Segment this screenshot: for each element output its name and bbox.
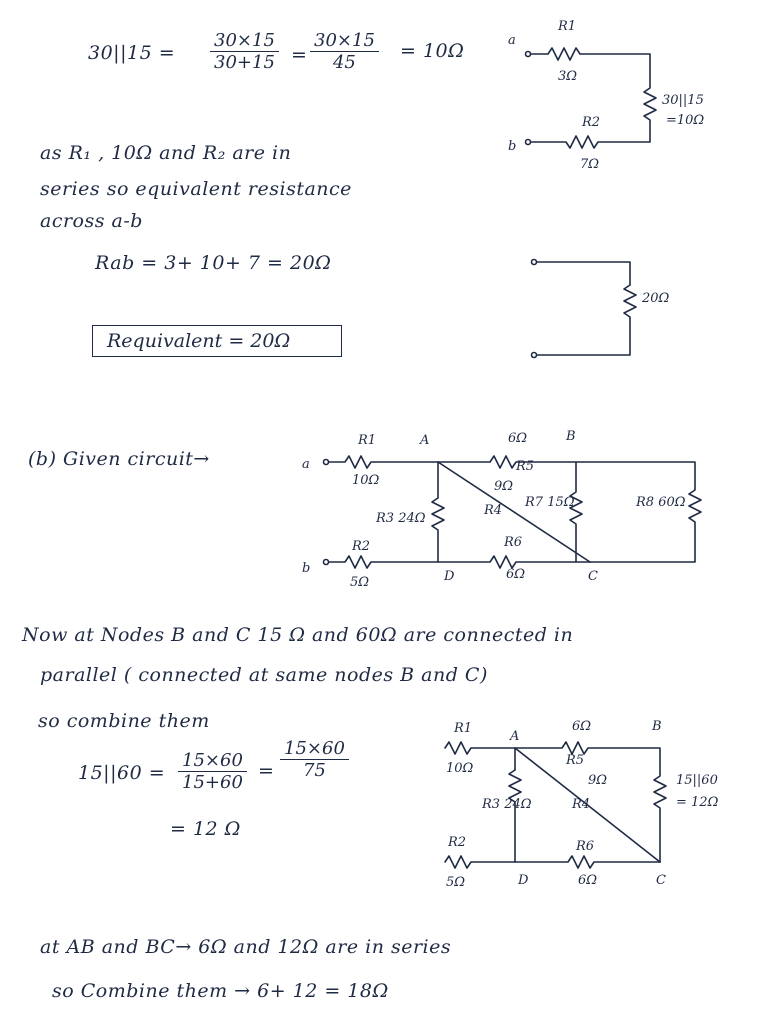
- circuit-2-wire: [537, 262, 636, 355]
- series-line-2: series so equivalent resistance: [40, 178, 352, 200]
- label-r1: R1: [558, 19, 577, 34]
- series-text-2: so Combine them → 6+ 12 = 18Ω: [52, 980, 389, 1002]
- label-B: B: [566, 429, 576, 444]
- circuit-4-bottom: [445, 856, 660, 868]
- eq2-equals: =: [258, 760, 275, 782]
- label-parallel-value: = 12Ω: [676, 795, 719, 810]
- eq1-frac1-den: 30+15: [210, 51, 279, 73]
- series-text-1: at AB and BC→ 6Ω and 12Ω are in series: [40, 936, 452, 958]
- label-D: D: [444, 569, 455, 584]
- label-C: C: [656, 873, 666, 888]
- label-r2: R2: [448, 835, 467, 850]
- label-r2: R2: [352, 539, 371, 554]
- label-r1-value: 10Ω: [352, 473, 380, 488]
- eq1-frac2-num: 30×15: [314, 30, 375, 51]
- terminal-a: [526, 52, 531, 57]
- label-r6-value: 6Ω: [506, 567, 526, 582]
- nodes-text-3: so combine them: [38, 710, 210, 732]
- label-r8: R8 60Ω: [636, 495, 686, 510]
- label-parallel-combo: 30||15: [662, 93, 704, 108]
- terminal-b-b: [324, 560, 329, 565]
- label-20-ohm: 20Ω: [642, 291, 670, 306]
- label-r1-value: 10Ω: [446, 761, 474, 776]
- series-line-1: as R₁ , 10Ω and R₂ are in: [40, 142, 292, 164]
- label-r5: R5: [566, 753, 585, 768]
- label-r5-top: 6Ω: [572, 719, 592, 734]
- label-r5: R5: [516, 459, 535, 474]
- label-r2-value: 5Ω: [350, 575, 370, 590]
- eq1-frac1-num: 30×15: [214, 30, 275, 51]
- series-line-3: across a-b: [40, 210, 143, 232]
- label-r1-value: 3Ω: [558, 69, 578, 84]
- label-r1: R1: [454, 721, 473, 736]
- circuit-1-wire: [531, 48, 656, 148]
- nodes-text-1: Now at Nodes B and C 15 Ω and 60Ω are connected in: [22, 624, 574, 646]
- label-r4: R4: [572, 797, 591, 812]
- label-node-a: a: [508, 33, 516, 48]
- eq1-rhs: = 10Ω: [400, 40, 465, 62]
- label-r2-value: 5Ω: [446, 875, 466, 890]
- label-a: a: [302, 457, 310, 472]
- label-A: A: [420, 433, 430, 448]
- label-r2-value: 7Ω: [580, 157, 600, 172]
- label-A: A: [510, 729, 520, 744]
- eq2-frac2-den: 75: [280, 759, 349, 781]
- label-C: C: [588, 569, 598, 584]
- circuit-3-r3: [432, 462, 444, 562]
- eq2-frac1-den: 15+60: [178, 771, 247, 793]
- terminal-a-b: [324, 460, 329, 465]
- circuit-4-r3: [509, 770, 521, 862]
- label-r4: R4: [484, 503, 503, 518]
- label-r6: R6: [576, 839, 595, 854]
- circuit-diagram-1: [508, 19, 704, 172]
- label-r4-value: 9Ω: [588, 773, 608, 788]
- nodes-text-2: parallel ( connected at same nodes B and C): [40, 664, 488, 686]
- label-r7: R7 15Ω: [525, 495, 575, 510]
- label-parallel-value: =10Ω: [666, 113, 705, 128]
- label-node-b: b: [508, 139, 517, 154]
- terminal-bottom: [532, 353, 537, 358]
- circuit-3-r7: [570, 462, 582, 562]
- label-r6-value: 6Ω: [578, 873, 598, 888]
- label-r5-top: 6Ω: [508, 431, 528, 446]
- circuit-diagram-3: [302, 429, 701, 590]
- eq1-frac2-den: 45: [310, 51, 379, 73]
- terminal-b: [526, 140, 531, 145]
- circuit-3-bottom: [329, 556, 590, 568]
- eq2-rhs: = 12 Ω: [170, 818, 241, 840]
- terminal-top: [532, 260, 537, 265]
- label-B: B: [652, 719, 662, 734]
- circuit-diagram-4: [445, 719, 719, 890]
- label-r3: R3 24Ω: [376, 511, 426, 526]
- boxed-result: Requivalent = 20Ω: [92, 325, 342, 357]
- eq1-lhs: 30||15 =: [88, 42, 176, 64]
- label-D: D: [518, 873, 529, 888]
- label-r3: R3 24Ω: [482, 797, 532, 812]
- label-b: b: [302, 561, 311, 576]
- label-r2: R2: [582, 115, 601, 130]
- label-r6: R6: [504, 535, 523, 550]
- circuit-diagram-2: [532, 260, 670, 358]
- label-parallel-combo: 15||60: [676, 773, 718, 788]
- label-r1: R1: [358, 433, 377, 448]
- rab-equation: Rab = 3+ 10+ 7 = 20Ω: [95, 252, 332, 274]
- label-r4-value: 9Ω: [494, 479, 514, 494]
- part-b-heading: (b) Given circuit→: [28, 448, 210, 470]
- eq2-lhs: 15||60 =: [78, 762, 166, 784]
- eq2-frac2-num: 15×60: [284, 738, 345, 759]
- eq2-frac1-num: 15×60: [182, 750, 243, 771]
- eq1-equals: =: [291, 44, 308, 66]
